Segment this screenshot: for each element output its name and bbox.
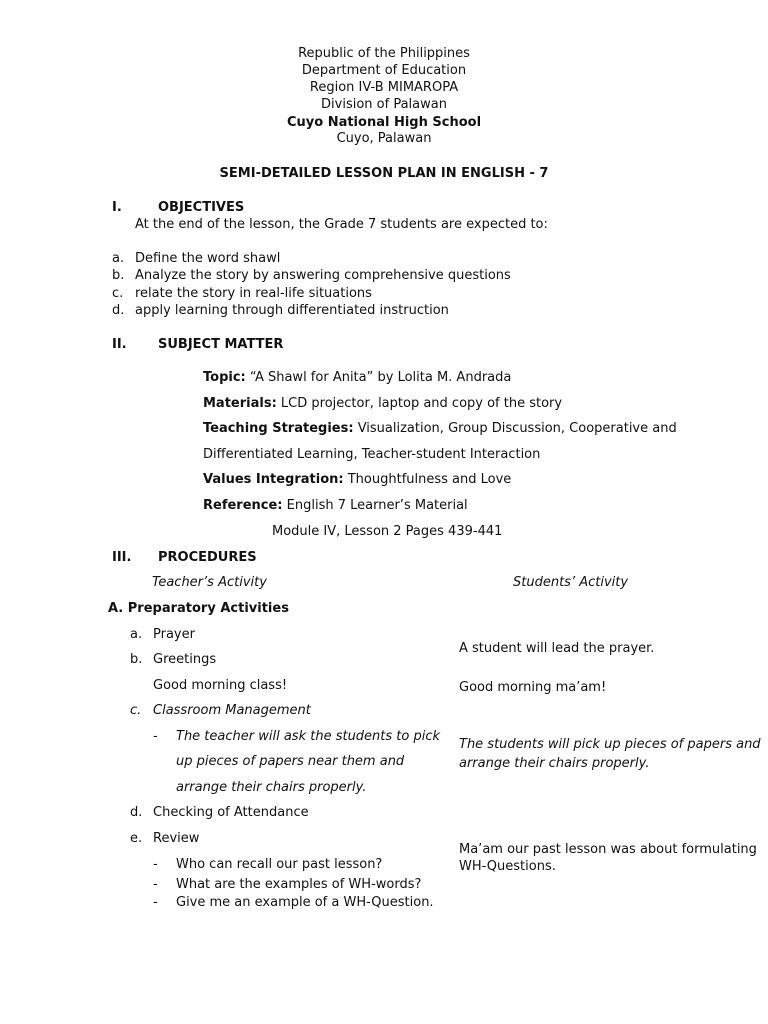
mgmt-line-2: up pieces of papers near them and <box>176 754 405 769</box>
topic-value: “A Shawl for Anita” by Lolita M. Andrada <box>249 370 512 385</box>
student-prayer: A student will lead the prayer. <box>459 641 655 656</box>
objectives-intro: At the end of the lesson, the Grade 7 students are expected to: <box>135 217 548 232</box>
reference-value: English 7 Learner’s Material <box>286 498 468 513</box>
topic-label: Topic: <box>203 370 246 385</box>
objective-letter-d: d. <box>112 303 125 318</box>
header-location: Cuyo, Palawan <box>336 131 432 146</box>
header-republic: Republic of the Philippines <box>298 46 470 61</box>
review-letter: e. <box>130 831 143 846</box>
strategies-value: Visualization, Group Discussion, Cooperative and <box>357 421 677 436</box>
objective-letter-a: a. <box>112 251 125 266</box>
prayer-item: Prayer <box>153 627 195 642</box>
greetings-teacher-line: Good morning class! <box>153 678 288 693</box>
mgmt-item: Classroom Management <box>153 703 311 718</box>
review-question: Who can recall our past lesson? <box>176 857 383 872</box>
header-school: Cuyo National High School <box>286 115 482 130</box>
values-row <box>203 471 511 488</box>
review-question: What are the examples of WH-words? <box>176 877 422 892</box>
review-dash: - <box>153 895 158 910</box>
topic-row <box>203 369 511 386</box>
student-review-1: Ma’am our past lesson was about formulating <box>459 842 757 857</box>
subject-numeral: II. <box>112 337 127 352</box>
review-dash: - <box>153 877 158 892</box>
section-a-heading: A. Preparatory Activities <box>108 601 289 616</box>
attendance-item: Checking of Attendance <box>153 805 309 820</box>
teacher-activity-header: Teacher’s Activity <box>152 575 267 590</box>
strategies-value-cont: Differentiated Learning, Teacher-student Interaction <box>203 447 541 462</box>
reference-value-cont: Module IV, Lesson 2 Pages 439-441 <box>272 524 503 539</box>
student-review-2: WH-Questions. <box>459 859 556 874</box>
materials-value: LCD projector, laptop and copy of the story <box>280 396 563 411</box>
prayer-letter: a. <box>130 627 143 642</box>
header-division: Division of Palawan <box>321 97 447 112</box>
materials-label: Materials: <box>203 396 277 411</box>
header-department: Department of Education <box>301 63 467 78</box>
objective-letter-c: c. <box>112 286 124 301</box>
values-label: Values Integration: <box>203 472 344 487</box>
objective-item-a: Define the word shawl <box>135 251 281 266</box>
procedures-numeral: III. <box>112 550 132 565</box>
reference-label: Reference: <box>203 498 283 513</box>
mgmt-line-3: arrange their chairs properly. <box>176 780 367 795</box>
strategies-label: Teaching Strategies: <box>203 421 354 436</box>
mgmt-line-1: The teacher will ask the students to pick <box>176 729 441 744</box>
mgmt-letter: c. <box>130 703 142 718</box>
student-mgmt-1: The students will pick up pieces of papers and <box>459 737 761 752</box>
objectives-numeral: I. <box>112 200 122 215</box>
reference-row <box>203 497 468 514</box>
objectives-heading: OBJECTIVES <box>158 200 245 215</box>
values-value: Thoughtfulness and Love <box>347 472 512 487</box>
procedures-heading: PROCEDURES <box>158 550 257 565</box>
review-item: Review <box>153 831 200 846</box>
header-region: Region IV-B MIMAROPA <box>309 80 459 95</box>
student-mgmt-2: arrange their chairs properly. <box>459 756 650 771</box>
review-question: Give me an example of a WH-Question. <box>176 895 434 910</box>
students-activity-header: Students’ Activity <box>513 575 629 590</box>
attendance-letter: d. <box>130 805 143 820</box>
objective-item-c: relate the story in real-life situations <box>135 286 372 301</box>
subject-heading: SUBJECT MATTER <box>158 337 284 352</box>
greetings-letter: b. <box>130 652 143 667</box>
mgmt-dash: - <box>153 729 158 744</box>
strategies-row <box>203 420 677 437</box>
review-dash: - <box>153 857 158 872</box>
student-greeting: Good morning ma’am! <box>459 680 607 695</box>
objective-item-d: apply learning through differentiated instruction <box>135 303 449 318</box>
materials-row <box>203 395 562 412</box>
page-title: SEMI-DETAILED LESSON PLAN IN ENGLISH - 7 <box>219 166 549 181</box>
objective-item-b: Analyze the story by answering comprehensive questions <box>135 268 511 283</box>
objective-letter-b: b. <box>112 268 125 283</box>
greetings-item: Greetings <box>153 652 217 667</box>
